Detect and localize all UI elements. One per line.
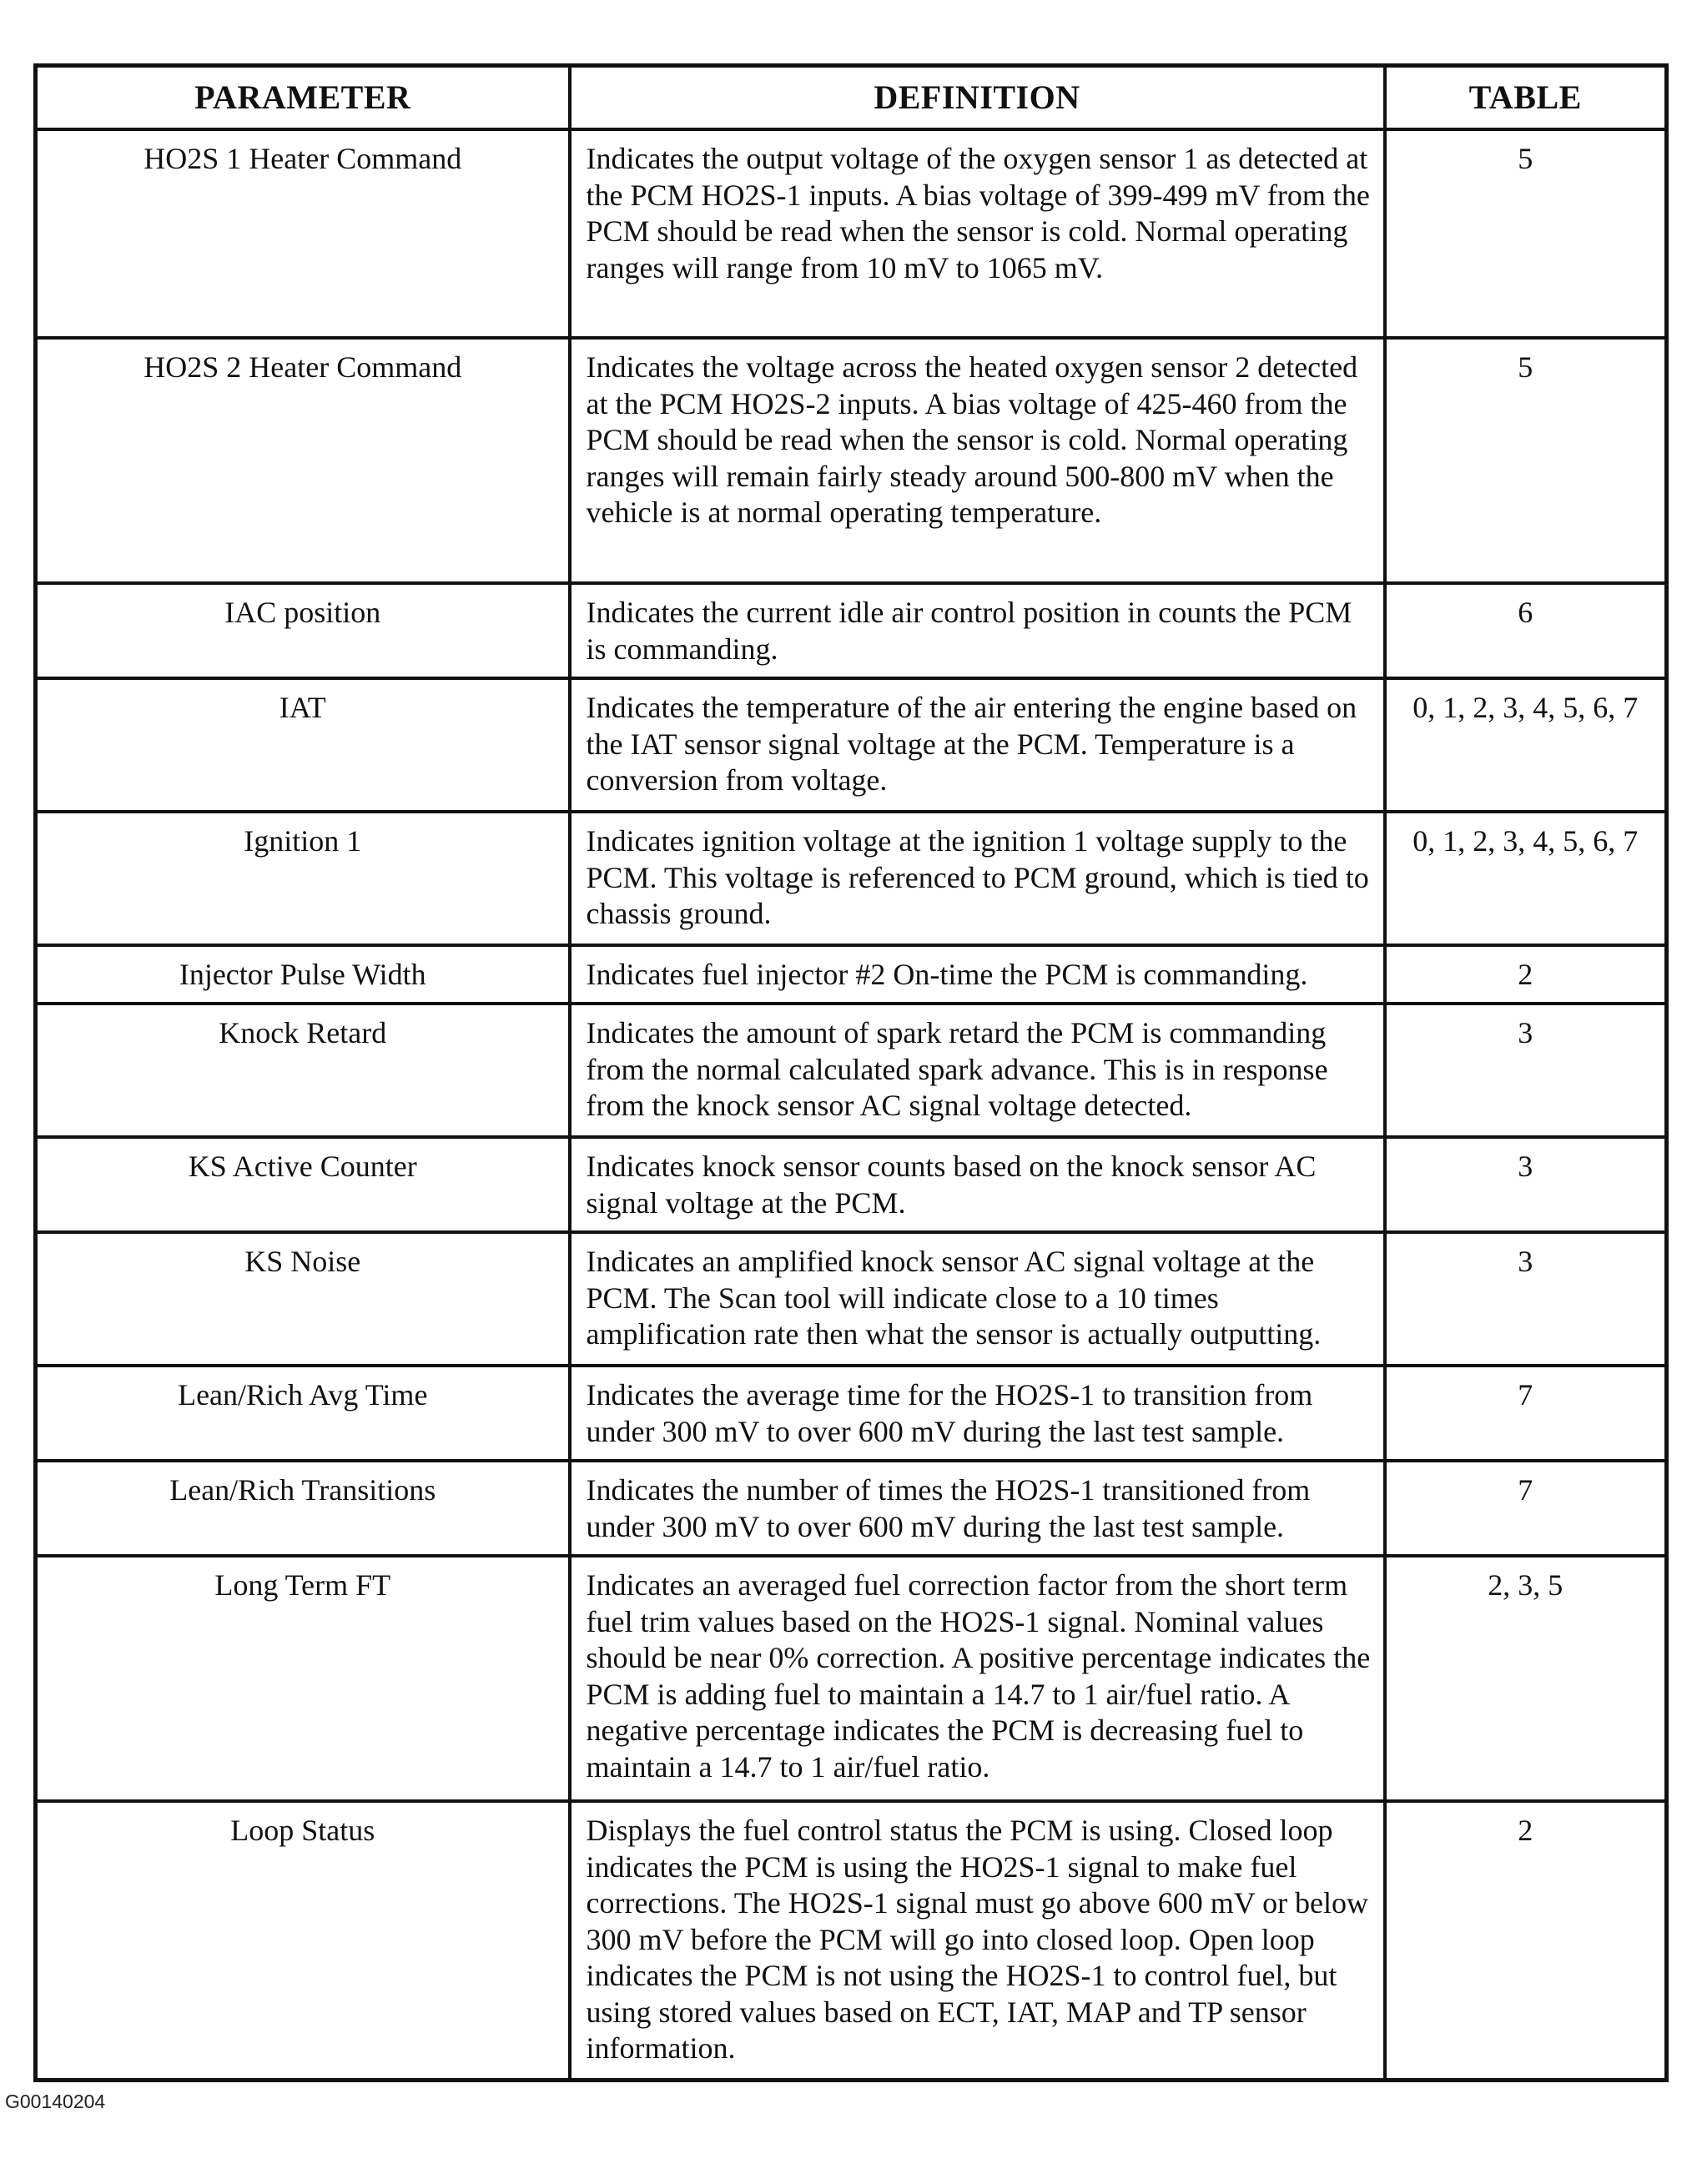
definition-cell: Indicates an amplified knock sensor AC signal voltage at the PCM. The Scan tool will indicate close to a 10 times amplification rate then what the sensor is actually outputting. <box>570 1232 1385 1366</box>
parameter-cell: Ignition 1 <box>36 812 570 945</box>
table-ref-cell: 0, 1, 2, 3, 4, 5, 6, 7 <box>1385 812 1667 945</box>
definition-cell: Displays the fuel control status the PCM is using. Closed loop indicates the PCM is using the HO2S-1 signal to make fuel corrections. The HO2S-1 signal must go above 600 mV or below 300 mV before the PCM will go into closed loop. Open loop indicates the PCM is not using the HO2S-1 to control fuel, but using stored values based on ECT, IAT, MAP and TP sensor information. <box>570 1801 1385 2080</box>
definition-cell: Indicates the current idle air control position in counts the PCM is commanding. <box>570 583 1385 678</box>
parameter-cell: KS Active Counter <box>36 1137 570 1232</box>
table-ref-cell: 2 <box>1385 945 1667 1004</box>
table-row <box>36 1366 1667 1461</box>
definition-cell: Indicates the temperature of the air entering the engine based on the IAT sensor signal voltage at the PCM. Temperature is a conversion from voltage. <box>570 678 1385 812</box>
parameter-cell: IAC position <box>36 583 570 678</box>
table-ref-cell: 7 <box>1385 1366 1667 1461</box>
table-row <box>36 945 1667 1004</box>
table-ref-cell: 7 <box>1385 1461 1667 1556</box>
header-row <box>36 66 1667 130</box>
parameter-cell: Knock Retard <box>36 1004 570 1137</box>
definition-cell: Indicates ignition voltage at the ignition 1 voltage supply to the PCM. This voltage is referenced to PCM ground, which is tied to chassis ground. <box>570 812 1385 945</box>
table-row <box>36 583 1667 678</box>
table-ref-cell: 2, 3, 5 <box>1385 1556 1667 1801</box>
parameter-cell: Lean/Rich Avg Time <box>36 1366 570 1461</box>
table-row <box>36 129 1667 338</box>
table-row <box>36 1801 1667 2080</box>
header-parameter: PARAMETER <box>36 66 570 130</box>
parameter-table <box>33 63 1669 2082</box>
definition-cell: Indicates the average time for the HO2S-1 to transition from under 300 mV to over 600 mV during the last test sample. <box>570 1366 1385 1461</box>
definition-cell: Indicates an averaged fuel correction factor from the short term fuel trim values based on the HO2S-1 signal. Nominal values should be near 0% correction. A positive percentage indicates the PCM is adding fuel to maintain a 14.7 to 1 air/fuel ratio. A negative percentage indicates the PCM is decreasing fuel to maintain a 14.7 to 1 air/fuel ratio. <box>570 1556 1385 1801</box>
table-row <box>36 1232 1667 1366</box>
parameter-cell: Injector Pulse Width <box>36 945 570 1004</box>
table-ref-cell: 5 <box>1385 129 1667 338</box>
table-ref-cell: 6 <box>1385 583 1667 678</box>
table-ref-cell: 3 <box>1385 1004 1667 1137</box>
header-definition: DEFINITION <box>570 66 1385 130</box>
table-ref-cell: 3 <box>1385 1232 1667 1366</box>
table-row <box>36 338 1667 583</box>
definition-cell: Indicates the number of times the HO2S-1 transitioned from under 300 mV to over 600 mV during the last test sample. <box>570 1461 1385 1556</box>
figure-code: G00140204 <box>5 2091 106 2112</box>
table-ref-cell: 5 <box>1385 338 1667 583</box>
parameter-cell: Loop Status <box>36 1801 570 2080</box>
header-table: TABLE <box>1385 66 1667 130</box>
table-row <box>36 1556 1667 1801</box>
definition-cell: Indicates knock sensor counts based on the knock sensor AC signal voltage at the PCM. <box>570 1137 1385 1232</box>
parameter-cell: HO2S 1 Heater Command <box>36 129 570 338</box>
definition-cell: Indicates the voltage across the heated oxygen sensor 2 detected at the PCM HO2S-2 inputs. A bias voltage of 425-460 from the PCM should be read when the sensor is cold. Normal operating ranges will remain fairly steady around 500-800 mV when the vehicle is at normal operating temperature. <box>570 338 1385 583</box>
parameter-cell: KS Noise <box>36 1232 570 1366</box>
table-row <box>36 812 1667 945</box>
definition-cell: Indicates fuel injector #2 On-time the PCM is commanding. <box>570 945 1385 1004</box>
table-row <box>36 1004 1667 1137</box>
parameter-cell: Long Term FT <box>36 1556 570 1801</box>
table-row <box>36 678 1667 812</box>
table-ref-cell: 2 <box>1385 1801 1667 2080</box>
parameter-cell: Lean/Rich Transitions <box>36 1461 570 1556</box>
table-ref-cell: 0, 1, 2, 3, 4, 5, 6, 7 <box>1385 678 1667 812</box>
parameter-cell: HO2S 2 Heater Command <box>36 338 570 583</box>
table-row <box>36 1461 1667 1556</box>
definition-cell: Indicates the amount of spark retard the PCM is commanding from the normal calculated spark advance. This is in response from the knock sensor AC signal voltage detected. <box>570 1004 1385 1137</box>
table-ref-cell: 3 <box>1385 1137 1667 1232</box>
parameter-cell: IAT <box>36 678 570 812</box>
table-row <box>36 1137 1667 1232</box>
definition-cell: Indicates the output voltage of the oxygen sensor 1 as detected at the PCM HO2S-1 inputs. A bias voltage of 399-499 mV from the PCM should be read when the sensor is cold. Normal operating ranges will range from 10 mV to 1065 mV. <box>570 129 1385 338</box>
